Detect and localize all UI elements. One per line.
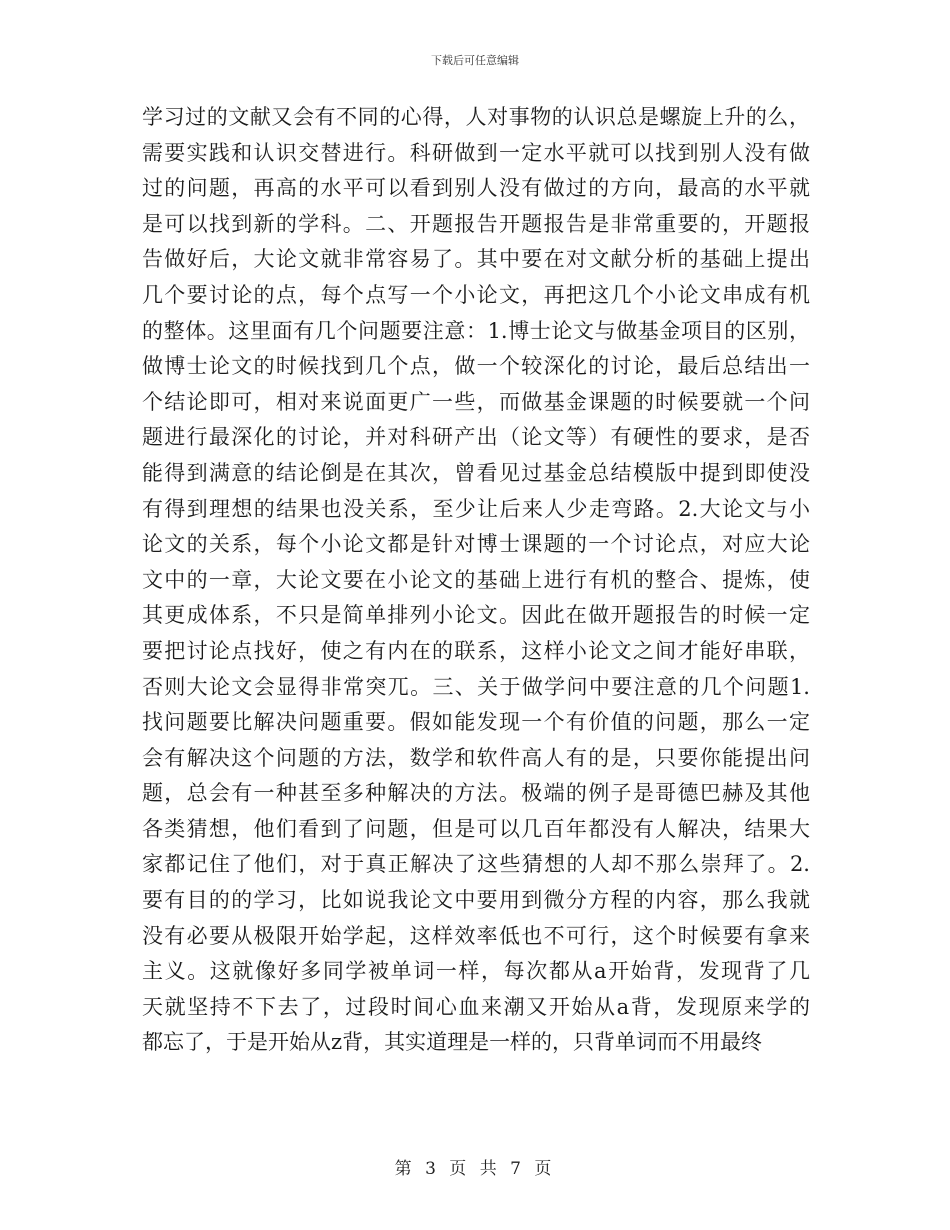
page-header: 下载后可任意编辑 [431, 54, 519, 67]
text-line: 学习过的文献又会有不同的心得，人对事物的认识总是螺旋上升的么， [142, 105, 810, 129]
text-line: 需要实践和认识交替进行。科研做到一定水平就可以找到别人没有做 [142, 140, 810, 165]
text-line: 论文的关系，每个小论文都是针对博士课题的一个讨论点，对应大论 [142, 532, 810, 557]
text-line: 告做好后，大论文就非常容易了。其中要在对文献分析的基础上提出 [142, 247, 810, 272]
text-line: 的整体。这里面有几个问题要注意：1.博士论文与做基金项目的区别， [142, 318, 810, 343]
text-line: 否则大论文会显得非常突兀。三、关于做学问中要注意的几个问题1. [142, 674, 810, 699]
document-body [142, 100, 810, 1061]
text-line: 天就坚持不下去了，过段时间心血来潮又开始从a背，发现原来学的 [142, 994, 810, 1019]
page-footer: 第 3 页 共 7 页 [394, 1159, 556, 1179]
text-line: 做博士论文的时候找到几个点，做一个较深化的讨论，最后总结出一 [142, 354, 810, 379]
text-line: 题，总会有一种甚至多种解决的方法。极端的例子是哥德巴赫及其他 [142, 781, 810, 806]
text-line: 家都记住了他们，对于真正解决了这些猜想的人却不那么崇拜了。2. [142, 852, 810, 877]
text-line: 找问题要比解决问题重要。假如能发现一个有价值的问题，那么一定 [142, 710, 810, 735]
text-line: 没有必要从极限开始学起，这样效率低也不可行，这个时候要有拿来 [142, 923, 810, 948]
text-line: 题进行最深化的讨论，并对科研产出（论文等）有硬性的要求，是否 [142, 425, 810, 450]
text-line: 主义。这就像好多同学被单词一样，每次都从a开始背，发现背了几 [142, 959, 810, 984]
text-line: 要把讨论点找好，使之有内在的联系，这样小论文之间才能好串联， [142, 638, 810, 663]
text-line: 要有目的的学习，比如说我论文中要用到微分方程的内容，那么我就 [142, 888, 810, 913]
text-line: 有得到理想的结果也没关系，至少让后来人少走弯路。2.大论文与小 [142, 496, 810, 521]
text-line: 过的问题，再高的水平可以看到别人没有做过的方向，最高的水平就 [142, 176, 810, 201]
text-line: 会有解决这个问题的方法，数学和软件高人有的是，只要你能提出问 [142, 745, 810, 770]
text-line: 是可以找到新的学科。二、开题报告开题报告是非常重要的，开题报 [142, 211, 810, 236]
text-line: 都忘了，于是开始从z背，其实道理是一样的，只背单词而不用最终 [142, 1030, 763, 1055]
text-line: 能得到满意的结论倒是在其次，曾看见过基金总结模版中提到即使没 [142, 460, 810, 485]
text-line: 各类猜想，他们看到了问题，但是可以几百年都没有人解决，结果大 [142, 816, 810, 841]
text-line: 文中的一章，大论文要在小论文的基础上进行有机的整合、提炼，使 [142, 567, 810, 592]
text-line: 几个要讨论的点，每个点写一个小论文，再把这几个小论文串成有机 [142, 282, 810, 307]
text-line: 其更成体系，不只是简单排列小论文。因此在做开题报告的时候一定 [142, 603, 810, 628]
text-line: 个结论即可，相对来说面更广一些，而做基金课题的时候要就一个问 [142, 389, 810, 414]
